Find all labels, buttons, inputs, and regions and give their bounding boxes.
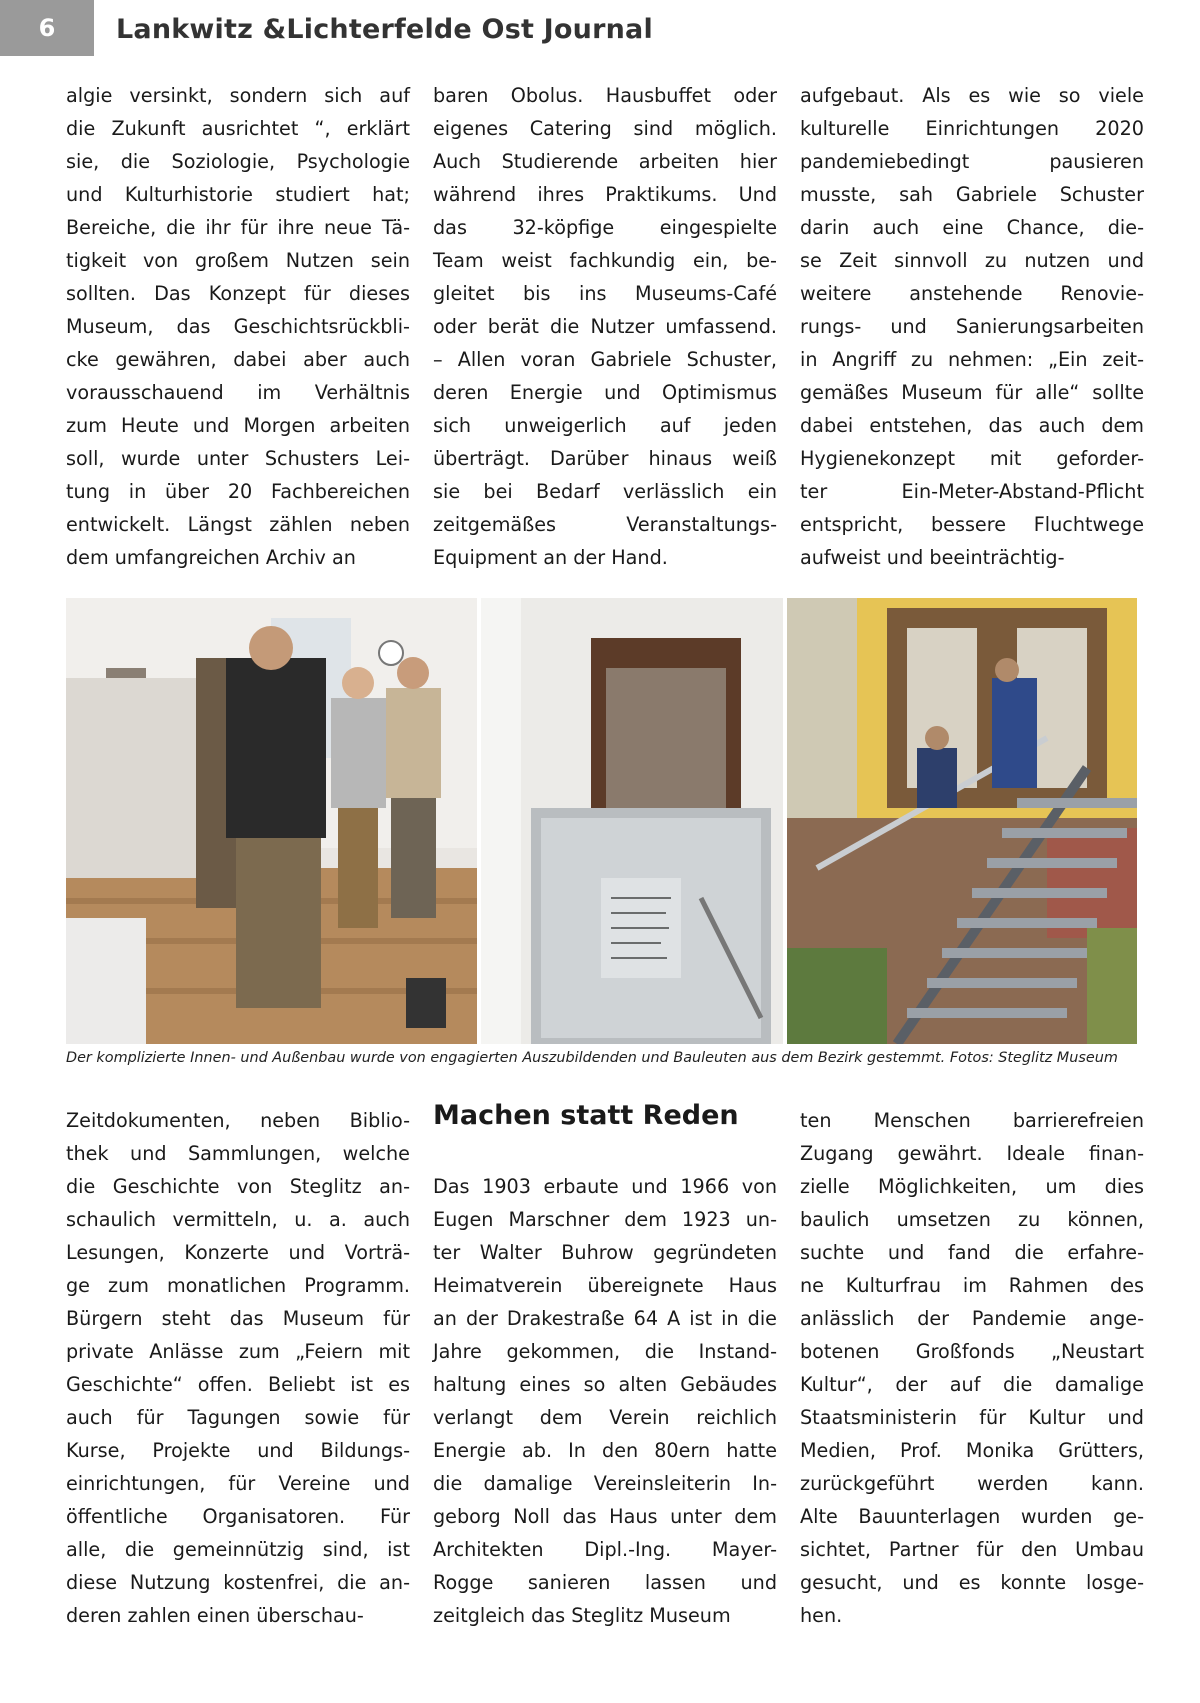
text-line: – Allen voran Gabriele Schuster, — [433, 348, 777, 371]
text-line: thek und Sammlungen, welche — [66, 1142, 410, 1165]
text-line: anlässlich der Pandemie ange- — [800, 1307, 1144, 1330]
text-line: sie, die Soziologie, Psychologie — [66, 150, 410, 173]
text-line: die damalige Vereinsleiterin In- — [433, 1472, 777, 1495]
text-line: entspricht, bessere Fluchtwege — [800, 513, 1144, 536]
text-line: rungs- und Sanierungsarbeiten — [800, 315, 1144, 338]
text-line: Eugen Marschner dem 1923 un- — [433, 1208, 777, 1231]
text-line: dem umfangreichen Archiv an — [66, 546, 356, 569]
text-line: dabei entstehen, das auch dem — [800, 414, 1144, 437]
text-line: zeitgemäßes Veranstaltungs- — [433, 513, 777, 536]
text-line: Heimatverein übereignete Haus — [433, 1274, 777, 1297]
text-line: deren Energie und Optimismus — [433, 381, 777, 404]
text-line: verlangt dem Verein reichlich — [433, 1406, 777, 1429]
page-number: 6 — [0, 0, 94, 56]
text-line: gemäßes Museum für alle“ sollte — [800, 381, 1144, 404]
text-line: Hygienekonzept mit geforder- — [800, 447, 1144, 470]
text-line: oder berät die Nutzer umfassend. — [433, 315, 777, 338]
text-line: aufweist und beeinträchtig- — [800, 546, 1065, 569]
text-line: zielle Möglichkeiten, um dies — [800, 1175, 1144, 1198]
text-line: Architekten Dipl.-Ing. Mayer- — [433, 1538, 777, 1561]
text-line: einrichtungen, für Vereine und — [66, 1472, 410, 1495]
text-line: vorausschauend im Verhältnis — [66, 381, 410, 404]
text-line: Rogge sanieren lassen und — [433, 1571, 777, 1594]
text-line: baren Obolus. Hausbuffet oder — [433, 84, 777, 107]
text-line: Staatsministerin für Kultur und — [800, 1406, 1144, 1429]
text-line: Medien, Prof. Monika Grütters, — [800, 1439, 1144, 1462]
text-line: das 32-köpfige eingespielte — [433, 216, 777, 239]
text-line: geborg Noll das Haus unter dem — [433, 1505, 777, 1528]
section-heading: Machen statt Reden — [433, 1100, 739, 1131]
text-line: ne Kulturfrau im Rahmen des — [800, 1274, 1144, 1297]
text-line: während ihres Praktikums. Und — [433, 183, 777, 206]
text-line: darin auch eine Chance, die- — [800, 216, 1144, 239]
text-line: überträgt. Darüber hinaus weiß — [433, 447, 777, 470]
text-line: schaulich vermitteln, u. a. auch — [66, 1208, 410, 1231]
photo-caption: Der komplizierte Innen- und Außenbau wurde von engagierten Auszubildenden und Bauleuten aus dem Bezirk gestemmt. Fotos: Steglitz Museum — [66, 1050, 1118, 1066]
text-line: Zugang gewährt. Ideale finan- — [800, 1142, 1144, 1165]
text-line: gleitet bis ins Museums-Café — [433, 282, 777, 305]
text-line: Zeitdokumenten, neben Biblio- — [66, 1109, 410, 1132]
article-column-top-3 — [800, 79, 1144, 574]
text-line: Museum, das Geschichtsrückbli- — [66, 315, 410, 338]
text-line: ter Walter Buhrow gegründeten — [433, 1241, 777, 1264]
journal-title: Lankwitz &Lichterfelde Ost Journal — [116, 14, 653, 45]
text-line: weitere anstehende Renovie- — [800, 282, 1144, 305]
article-column-top-2 — [433, 79, 777, 574]
text-line: hen. — [800, 1604, 843, 1627]
text-line: sie bei Bedarf verlässlich ein — [433, 480, 777, 503]
text-line: in Angriff zu nehmen: „Ein zeit- — [800, 348, 1144, 371]
text-line: sich unweigerlich auf jeden — [433, 414, 777, 437]
text-line: zurückgeführt werden kann. — [800, 1472, 1144, 1495]
text-line: Jahre gekommen, die Instand- — [433, 1340, 777, 1363]
text-line: soll, wurde unter Schusters Lei- — [66, 447, 410, 470]
text-line: Alte Bauunterlagen wurden ge- — [800, 1505, 1144, 1528]
text-line: aufgebaut. Als es wie so viele — [800, 84, 1144, 107]
text-line: cke gewähren, dabei aber auch — [66, 348, 410, 371]
text-line: sollten. Das Konzept für dieses — [66, 282, 410, 305]
text-line: Energie ab. In den 80ern hatte — [433, 1439, 777, 1462]
text-line: gesucht, und es konnte losge- — [800, 1571, 1144, 1594]
text-line: Bürgern steht das Museum für — [66, 1307, 410, 1330]
photo-metal-box-cabinet — [481, 598, 783, 1044]
text-line: Kurse, Projekte und Bildungs- — [66, 1439, 410, 1462]
text-line: Das 1903 erbaute und 1966 von — [433, 1175, 777, 1198]
text-line: Geschichte“ offen. Beliebt ist es — [66, 1373, 410, 1396]
photo-workers-staircase — [787, 598, 1137, 1044]
text-line: ter Ein-Meter-Abstand-Pflicht — [800, 480, 1144, 503]
text-line: pandemiebedingt pausieren — [800, 150, 1144, 173]
text-line: die Geschichte von Steglitz an- — [66, 1175, 410, 1198]
photo-students-room — [66, 598, 477, 1044]
text-line: tigkeit von großem Nutzen sein — [66, 249, 410, 272]
text-line: ge zum monatlichen Programm. — [66, 1274, 410, 1297]
text-line: alle, die gemeinnützig sind, ist — [66, 1538, 410, 1561]
text-line: private Anlässe zum „Feiern mit — [66, 1340, 410, 1363]
text-line: tung in über 20 Fachbereichen — [66, 480, 410, 503]
text-line: ten Menschen barrierefreien — [800, 1109, 1144, 1132]
text-line: baulich umsetzen zu können, — [800, 1208, 1144, 1231]
text-line: Team weist fachkundig ein, be- — [433, 249, 777, 272]
text-line: und Kulturhistorie studiert hat; — [66, 183, 410, 206]
article-column-bottom-1 — [66, 1104, 410, 1632]
text-line: sichtet, Partner für den Umbau — [800, 1538, 1144, 1561]
text-line: musste, sah Gabriele Schuster — [800, 183, 1144, 206]
text-line: deren zahlen einen überschau- — [66, 1604, 364, 1627]
text-line: zum Heute und Morgen arbeiten — [66, 414, 410, 437]
text-line: entwickelt. Längst zählen neben — [66, 513, 410, 536]
text-line: eigenes Catering sind möglich. — [433, 117, 777, 140]
article-column-bottom-2 — [433, 1170, 777, 1632]
text-line: Equipment an der Hand. — [433, 546, 668, 569]
text-line: algie versinkt, sondern sich auf — [66, 84, 410, 107]
text-line: kulturelle Einrichtungen 2020 — [800, 117, 1144, 140]
text-line: zeitgleich das Steglitz Museum — [433, 1604, 731, 1627]
text-line: diese Nutzung kostenfrei, die an- — [66, 1571, 410, 1594]
text-line: Auch Studierende arbeiten hier — [433, 150, 777, 173]
text-line: botenen Großfonds „Neustart — [800, 1340, 1144, 1363]
text-line: an der Drakestraße 64 A ist in die — [433, 1307, 777, 1330]
text-line: öffentliche Organisatoren. Für — [66, 1505, 410, 1528]
text-line: Lesungen, Konzerte und Vorträ- — [66, 1241, 410, 1264]
text-line: suchte und fand die erfahre- — [800, 1241, 1144, 1264]
text-line: Kultur“, der auf die damalige — [800, 1373, 1144, 1396]
text-line: haltung eines so alten Gebäudes — [433, 1373, 777, 1396]
article-column-top-1 — [66, 79, 410, 574]
text-line: se Zeit sinnvoll zu nutzen und — [800, 249, 1144, 272]
text-line: Bereiche, die ihr für ihre neue Tä- — [66, 216, 410, 239]
article-column-bottom-3 — [800, 1104, 1144, 1632]
text-line: auch für Tagungen sowie für — [66, 1406, 410, 1429]
text-line: die Zukunft ausrichtet “, erklärt — [66, 117, 410, 140]
